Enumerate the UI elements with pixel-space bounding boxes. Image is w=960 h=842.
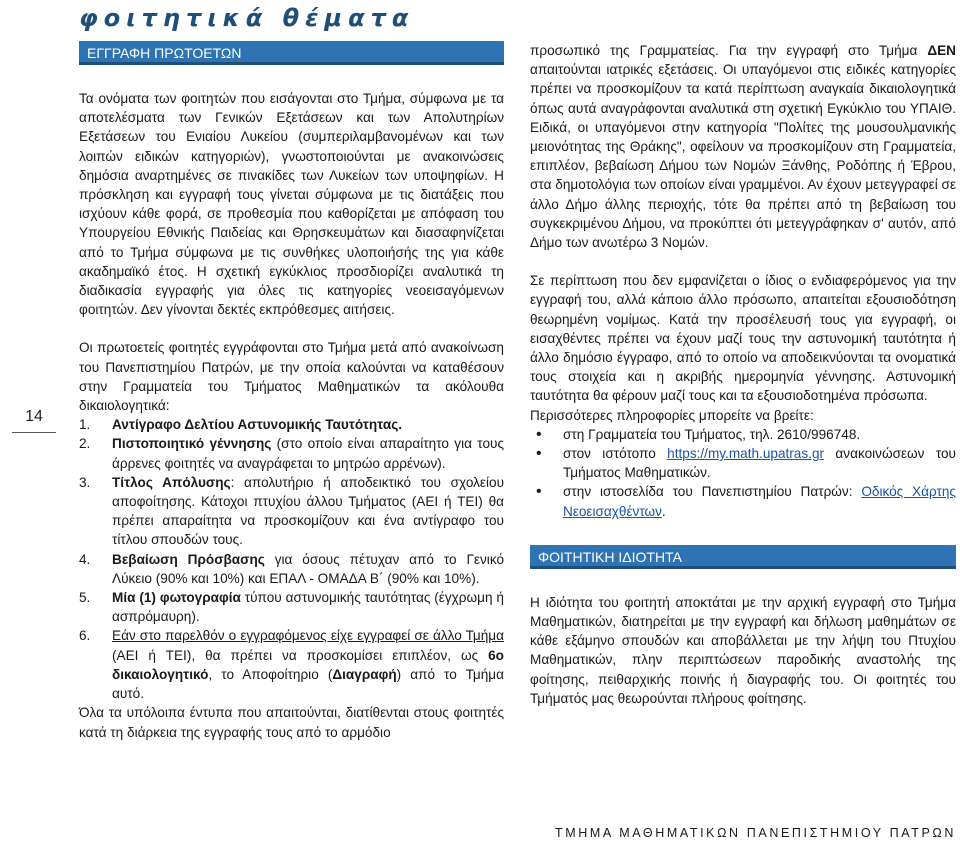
roadmap-link[interactable]: Οδικός Χάρτης Νεοεισαχθέντων — [563, 484, 956, 519]
document-item-3 — [79, 473, 504, 550]
right-column — [530, 41, 956, 708]
page-header-title: φοιτητικά θέματα — [79, 4, 415, 32]
item-number: 2. — [79, 436, 91, 452]
item-text: (στο οποίο είναι απαραίτητο για τους άρρενες φοιτητές να αναγράφεται το μητρώο αρρένων). — [112, 436, 504, 471]
item-text: τύπου αστυνομικής ταυτότητας (έγχρωμη ή ασπρόμαυρη). — [112, 590, 504, 625]
page-number-rule — [12, 432, 56, 433]
documents-intro-paragraph: Οι πρωτοετείς φοιτητές εγγράφονται στο Τμήμα μετά από ανακοίνωση του Πανεπιστημίου Πατρών, με την οποία καλούνται να καταθέσουν στην Γραμματεία του Τμήματος Μαθηματικών τα ακόλουθα δικαιολογητικά: — [79, 340, 504, 414]
item-title: Τίτλος Απόλυσης — [112, 474, 231, 490]
bullet-text: . — [661, 503, 666, 519]
document-item-2 — [79, 434, 504, 472]
item-text: : απολυτήριο ή αποδεικτικό του σχολείου αποφοίτησης. Κάτοχοι πτυχίου άλλου Τμήματος (ΑΕΙ ή ΤΕΙ) θα πρέπει απαραίτητα να προσκομίζουν και ένα αντίγραφο του τίτλου σπουδών τους. — [112, 474, 504, 548]
document-item-6 — [79, 626, 504, 703]
bullet-text: στον ιστότοπο — [563, 446, 668, 462]
continuation-paragraph — [530, 41, 956, 252]
bullet-secretariat — [530, 425, 956, 444]
item-title: Μία (1) φωτογραφία — [112, 590, 241, 606]
bullet-text: ανακοινώσεων του Τμήματος Μαθηματικών. — [563, 446, 956, 481]
item-title: Αντίγραφο Δελτίου Αστυνομικής Ταυτότητας. — [112, 417, 403, 433]
item-text: , το Αποφοίτηριο ( — [208, 666, 333, 682]
item-number: 6. — [79, 628, 91, 644]
info-bullets — [530, 425, 956, 521]
item-number: 4. — [79, 551, 91, 567]
math-website-link[interactable]: https://my.math.upatras.gr — [667, 446, 825, 462]
item-number: 3. — [79, 474, 91, 490]
authorization-paragraph: Σε περίπτωση που δεν εμφανίζεται ο ίδιος ο ενδιαφερόμενος για την εγγραφή του, αλλά κάποιο άλλο πρόσωπο, απαιτείται εξουσιοδότηση θεωρημένη νομίμως. Κατά την προσέλευσή τους για εγγραφή, οι εισαχθέντες πρέπει να έχουν μαζί τους την αστυνομική ταυτότητα ή άλλο δημόσιο έγγραφο, από το οποίο να αποδεικνύονται τα ονοματικά τους στοιχεία και η ακριβής ημερομηνία γέννησης. Αστυνομική ταυτότητα θα φέρουν μαζί τους και τα εξουσιοδοτημένα πρόσωπα. — [530, 273, 956, 404]
section-banner-first-year-registration: ΕΓΓΡΑΦΗ ΠΡΩΤΟΕΤΩΝ — [79, 41, 504, 65]
continuation-text: προσωπικό της Γραμματείας. Για την εγγραφή στο Τμήμα — [530, 43, 928, 58]
item-underlined-text: Εάν στο παρελθόν ο εγγραφόμενος είχε εγγραφεί σε άλλο Τμήμα — [112, 628, 504, 644]
continuation-bold: ΔΕΝ — [927, 43, 956, 58]
bullet-text: στην ιστοσελίδα του Πανεπιστημίου Πατρών: — [563, 484, 862, 500]
more-info-label: Περισσότερες πληροφορίες μπορείτε να βρείτε: — [530, 407, 814, 423]
item-text: για όσους πέτυχαν από το Γενικό Λύκειο (90% και 10%) και ΕΠΑΛ - ΟΜΑΔΑ Β΄ (90% και 10%). — [112, 551, 505, 586]
student-status-paragraph: Η ιδιότητα του φοιτητή αποκτάται με την αρχική εγγραφή στο Τμήμα Μαθηματικών, διατηρείται με την εγγραφή και δήλωση μαθημάτων σε κάθε εξάμηνο σπουδών και αποβάλλεται με την λήψη του Πτυχίου Μαθηματικών, πλην περιπτώσεων παροδικής αναστολής της φοίτησης, πειθαρχικής ποινής ή διαγραφής του. Οι φοιτητές του Τμήματός μας θεωρούνται πλήρους φοίτησης. — [530, 594, 956, 706]
item-number: 1. — [79, 417, 91, 433]
bullet-university-page — [530, 482, 956, 520]
left-column — [79, 41, 504, 742]
section-banner-student-status: ΦΟΙΤΗΤΙΚΗ ΙΔΙΟΤΗΤΑ — [530, 545, 956, 569]
page-footer: ΤΜΗΜΑ ΜΑΘΗΜΑΤΙΚΩΝ ΠΑΝΕΠΙΣΤΗΜΙΟΥ ΠΑΤΡΩΝ — [555, 826, 956, 840]
item-text: ) από το Τμήμα αυτό. — [112, 666, 504, 702]
bullet-website — [530, 444, 956, 482]
item-bold-text: 6ο δικαιολογητικό — [112, 647, 504, 682]
item-title: Βεβαίωση Πρόσβασης — [112, 551, 265, 567]
intro-paragraph: Τα ονόματα των φοιτητών που εισάγονται στο Τμήμα, σύμφωνα με τα αποτελέσματα των Γενικών Εξετάσεων και των Απολυτηρίων Εξετάσεων του Ενιαίου Λυκείου (συμπεριλαμβανομένων και των λοιπών ειδικών κατηγοριών), γνωστοποιούνται με ανακοινώσεις δημόσια αναρτημένες σε πινακίδες των Λυκείων των υποψηφίων. Η πρόσκληση και εγγραφή τους γίνεται σύμφωνα με τις διατάξεις που ισχύουν κάθε φορά, σε προθεσμία που καθορίζεται με απόφαση του Υπουργείου Εθνικής Παιδείας και Θρησκευμάτων και διασαφηνίζεται από το Τμήμα σύμφωνα με τις συνθήκες υλοποιήσής της για κάθε ακαδημαϊκό έτος. Η σχετική εγκύκλιος προσδιορίζει αναλυτικά τη διαδικασία εγγραφής για όλες τις κατηγορίες νεοεισαγόμενων φοιτητών. Δεν γίνονται δεκτές εκπρόθεσμες αιτήσεις. — [79, 91, 504, 318]
item-number: 5. — [79, 590, 91, 606]
documents-list — [79, 415, 504, 703]
item-bold-text: Διαγραφή — [332, 666, 397, 682]
document-item-4 — [79, 550, 504, 588]
document-item-5 — [79, 588, 504, 626]
closing-paragraph: Όλα τα υπόλοιπα έντυπα που απαιτούνται, διατίθενται στους φοιτητές κατά τη διάρκεια της εγγραφής τους από το αρμόδιο — [79, 705, 504, 740]
item-text: (ΑΕΙ ή ΤΕΙ), θα πρέπει να προσκομίσει επιπλέον, ως — [112, 647, 489, 663]
item-title: Πιστοποιητικό γέννησης — [112, 436, 272, 452]
continuation-text: απαιτούνται ιατρικές εξετάσεις. Οι υπαγόμενοι στις ειδικές κατηγορίες πρέπει να προσκομίζουν τα κατά περίπτωση αναγκαία δικαιολογητικά όπως αυτά αναγράφονται αναλυτικά στη σχετική Εγκύκλιο του ΥΠΑΙΘ. Ειδικά, οι υπαγόμενοι στην κατηγορία "Πολίτες της μουσουλμανικής μειονότητας της Θράκης", οφείλουν να προσκομίζουν στη Γραμματεία, επιπλέον, βεβαίωση Δήμου των Νομών Ξάνθης, Ροδόπης ή Έβρου, στα δημοτολόγια των οποίων είναι γραμμένοι. Αν έχουν μετεγγραφεί σε άλλο Δήμο άλλης περιοχής, τότε θα πρέπει από τη βεβαίωση του συγκεκριμένου Δήμου, να προκύπτει ότι μετεγγράφηκαν σ' αυτόν, από Δήμο των ανωτέρω 3 Νομών. — [530, 62, 956, 251]
document-item-1 — [79, 415, 504, 434]
bullet-text: στη Γραμματεία του Τμήματος, τηλ. 2610/996748. — [563, 426, 861, 442]
page-number: 14 — [25, 408, 43, 425]
